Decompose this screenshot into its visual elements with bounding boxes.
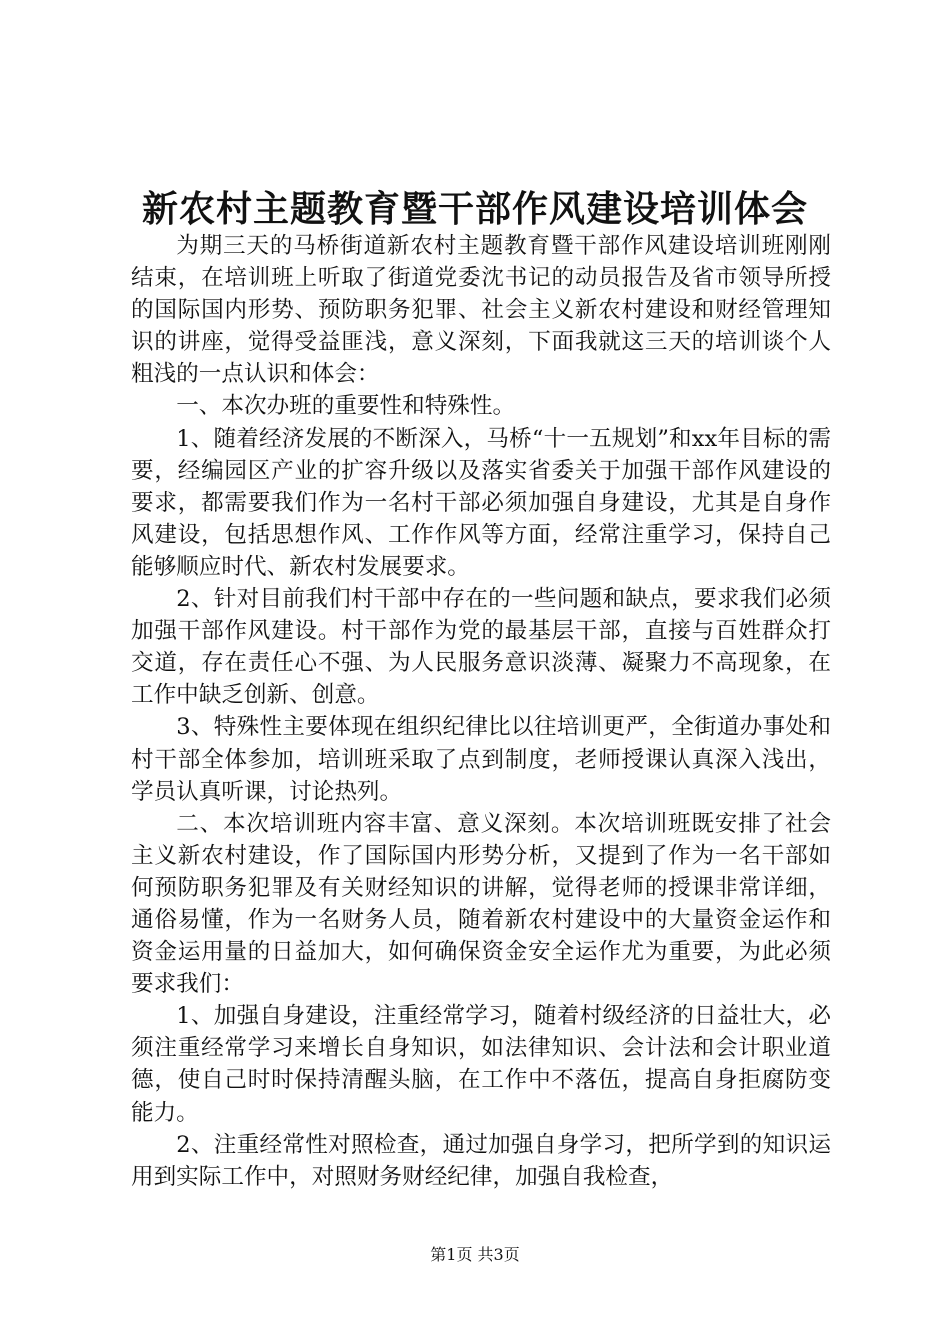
paragraph-section-2-item-1: 1、加强自身建设，注重经常学习，随着村级经济的日益壮大，必须注重经常学习来增长自身知识，如法律知识、会计法和会计职业道德，使自己时时保持清醒头脑，在工作中不落伍，提高自身拒腐防变能力。 bbox=[131, 1003, 831, 1126]
paragraph-section-1-item-2: 2、针对目前我们村干部中存在的一些问题和缺点，要求我们必须加强干部作风建设。村干部作为党的最基层干部，直接与百姓群众打交道，存在责任心不强、为人民服务意识淡薄、凝聚力不高现象，在工作中缺乏创新、创意。 bbox=[131, 586, 831, 709]
document-body bbox=[131, 230, 831, 1193]
paragraph-section-2-item-2: 2、注重经常性对照检查，通过加强自身学习，把所学到的知识运用到实际工作中，对照财务财经纪律，加强自我检查， bbox=[131, 1131, 831, 1190]
paragraph-section-1-item-1: 1、随着经济发展的不断深入，马桥“十一五规划”和xx年目标的需要，经编园区产业的扩容升级以及落实省委关于加强干部作风建设的要求，都需要我们作为一名村干部必须加强自身建设，尤其是自身作风建设，包括思想作风、工作作风等方面，经常注重学习，保持自己能够顺应时代、新农村发展要求。 bbox=[131, 425, 831, 580]
paragraph-section-1-heading: 一、本次办班的重要性和特殊性。 bbox=[176, 393, 516, 420]
page-number-footer: 第1页 共3页 bbox=[430, 1245, 520, 1264]
document-title: 新农村主题教育暨干部作风建设培训体会 bbox=[141, 188, 808, 230]
paragraph-section-1-item-3: 3、特殊性主要体现在组织纪律比以往培训更严，全街道办事处和村干部全体参加，培训班采取了点到制度，老师授课认真深入浅出，学员认真听课，讨论热列。 bbox=[131, 714, 831, 805]
paragraph-intro: 为期三天的马桥街道新农村主题教育暨干部作风建设培训班刚刚结束，在培训班上听取了街道党委沈书记的动员报告及省市领导所授的国际国内形势、预防职务犯罪、社会主义新农村建设和财经管理知识的讲座，觉得受益匪浅，意义深刻，下面我就这三天的培训谈个人粗浅的一点认识和体会： bbox=[131, 233, 831, 388]
paragraph-section-2-heading: 二、本次培训班内容丰富、意义深刻。本次培训班既安排了社会主义新农村建设，作了国际国内形势分析，又提到了作为一名干部如何预防职务犯罪及有关财经知识的讲解，觉得老师的授课非常详细，通俗易懂，作为一名财务人员，随着新农村建设中的大量资金运作和资金运用量的日益加大，如何确保资金安全运作尤为重要，为此必须要求我们： bbox=[131, 810, 831, 998]
